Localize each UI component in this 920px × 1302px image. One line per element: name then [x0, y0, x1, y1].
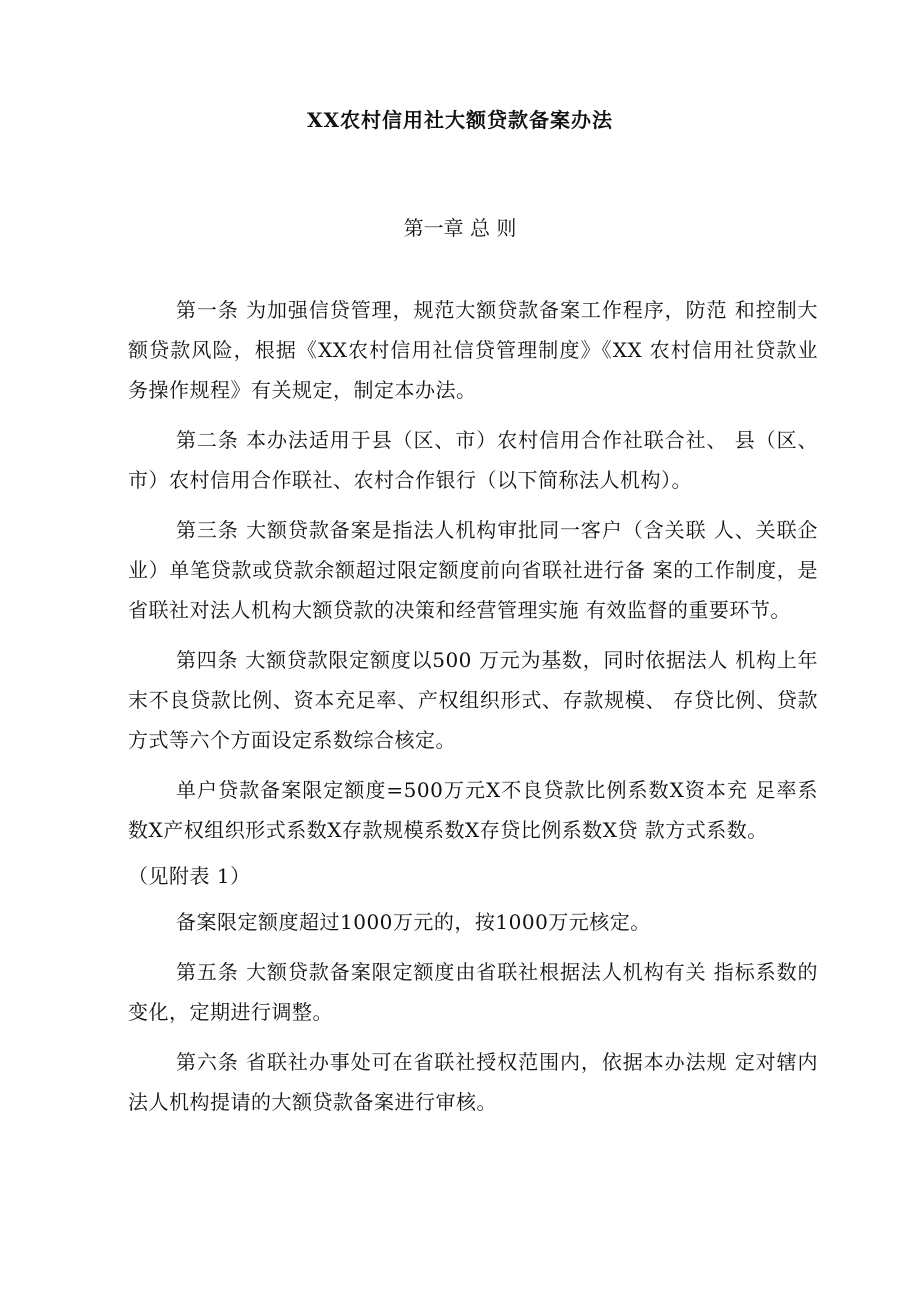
article-5-paragraph: 第五条 大额贷款备案限定额度由省联社根据法人机构有关 指标系数的变化，定期进行调整。 — [128, 960, 818, 1024]
article-4-paragraph: 第四条 大额贷款限定额度以500 万元为基数，同时依据法人 机构上年末不良贷款比例、资本充足率、产权组织形式、存款规模、 存贷比例、贷款方式等六个方面设定系数综合核定。 — [128, 648, 818, 752]
limit-cap-paragraph: 备案限定额度超过1000万元的，按1000万元核定。 — [176, 910, 651, 934]
formula-paragraph: 单户贷款备案限定额度=500万元X不良贷款比例系数X资本充 足率系数X产权组织形式系数X存款规模系数X存贷比例系数X贷 款方式系数。 — [128, 778, 818, 842]
article-6-paragraph: 第六条 省联社办事处可在省联社授权范围内，依据本办法规 定对辖内法人机构提请的大额贷款备案进行审核。 — [128, 1050, 818, 1114]
article-1-paragraph: 第一条 为加强信贷管理，规范大额贷款备案工作程序，防范 和控制大额贷款风险，根据《XX农村信用社信贷管理制度》《XX 农村信用社贷款业务操作规程》有关规定，制定本办法。 — [128, 298, 818, 402]
chapter-heading: 第一章 总 则 — [403, 216, 517, 240]
article-2-paragraph: 第二条 本办法适用于县（区、市）农村信用合作社联合社、 县（区、市）农村信用合作联社、农村合作银行（以下简称法人机构）。 — [128, 428, 818, 492]
appendix-reference: （见附表 1） — [128, 864, 251, 888]
document-title: XX农村信用社大额贷款备案办法 — [306, 108, 614, 132]
document-body — [128, 290, 818, 1132]
article-3-paragraph: 第三条 大额贷款备案是指法人机构审批同一客户（含关联 人、关联企业）单笔贷款或贷款余额超过限定额度前向省联社进行备 案的工作制度，是省联社对法人机构大额贷款的决策和经营管理实施 有效监督的重要环节。 — [128, 518, 818, 622]
